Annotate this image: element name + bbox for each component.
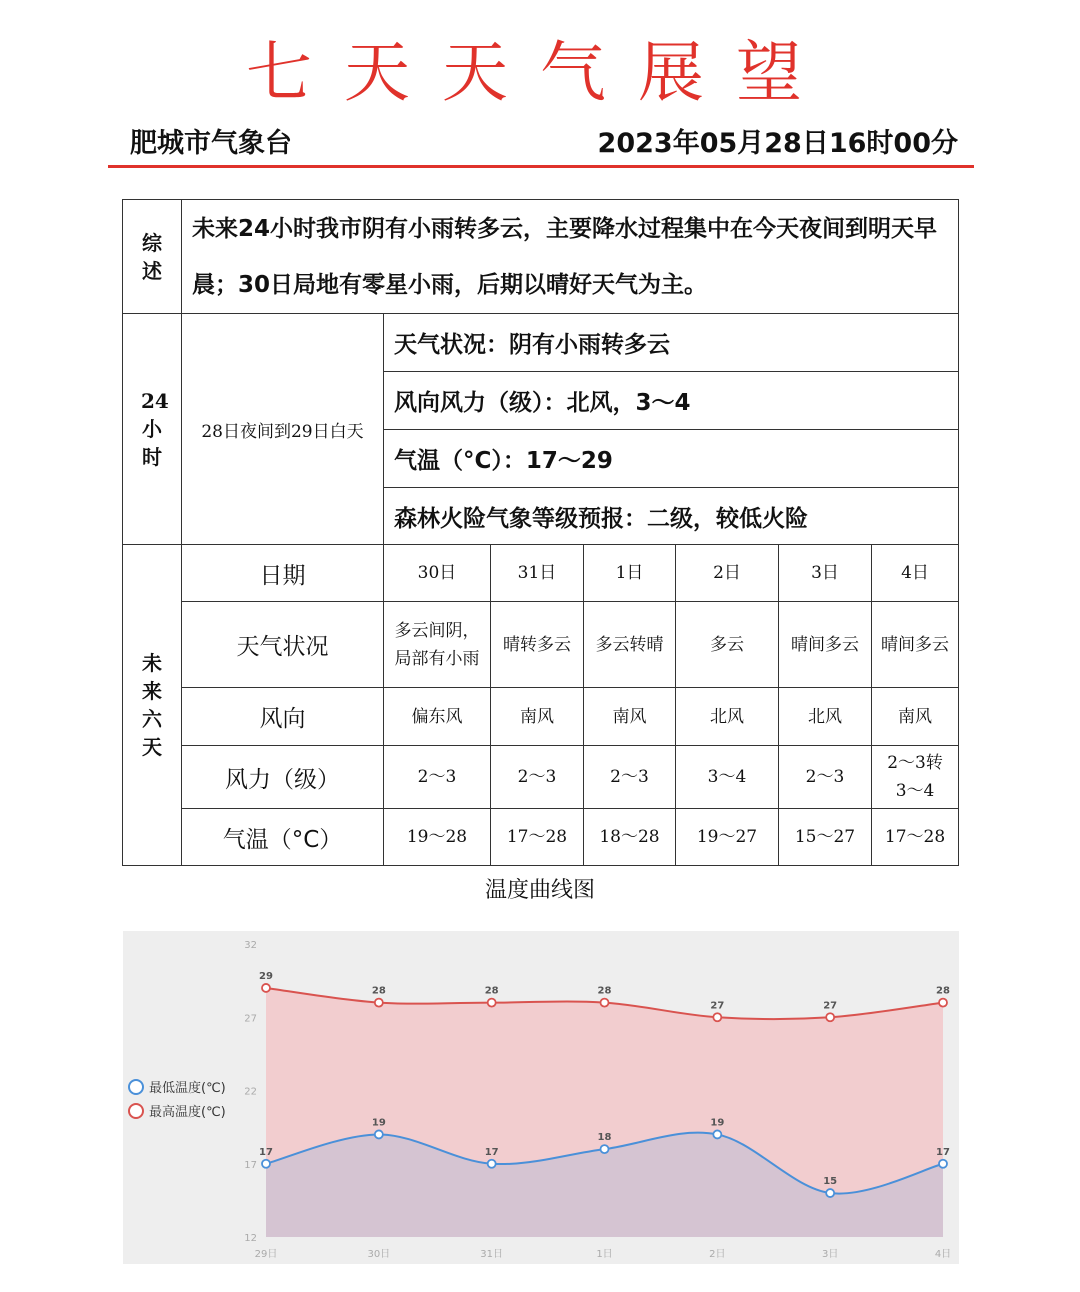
high-temp-data-label: 27: [710, 1000, 725, 1012]
high-temp-point: [601, 999, 609, 1007]
wind-force-cell: 2～3: [491, 746, 584, 809]
low-temp-data-label: 18: [597, 1132, 612, 1144]
six-day-label: 未来六天: [123, 545, 182, 866]
forecast-table: [122, 199, 959, 866]
low-temp-point: [601, 1145, 609, 1153]
temperature-cell: 15～27: [779, 809, 872, 866]
wind-force-cell: 3～4: [676, 746, 779, 809]
high-temp-data-label: 28: [371, 985, 386, 997]
temperature-chart: [123, 931, 959, 1264]
high-temp-data-label: 27: [823, 1000, 838, 1012]
high-temp-point: [488, 999, 496, 1007]
x-tick-label: 1日: [596, 1249, 613, 1260]
low-temp-data-label: 17: [936, 1146, 950, 1158]
x-tick-label: 4日: [934, 1249, 952, 1260]
wind-direction-cell: 北风: [779, 688, 872, 746]
title-divider: [108, 165, 974, 168]
row-label-wind-direction: 风向: [182, 688, 384, 746]
x-tick-label: 3日: [821, 1249, 839, 1260]
high-temp-point: [826, 1013, 834, 1021]
low-temp-data-label: 19: [371, 1117, 386, 1129]
date-cell: 1日: [584, 545, 676, 602]
low-temp-data-label: 17: [484, 1146, 499, 1158]
legend-marker: [129, 1080, 143, 1094]
wind-force-cell: 2～3转3～4: [872, 746, 959, 809]
weather-cell: 多云: [676, 602, 779, 688]
wind-direction-cell: 南风: [872, 688, 959, 746]
page-title: 七天天气展望: [246, 34, 834, 111]
wind-force-cell: 2～3: [584, 746, 676, 809]
high-temp-point: [375, 999, 383, 1007]
date-cell: 30日: [384, 545, 491, 602]
x-tick-label: 30日: [367, 1249, 391, 1260]
weather-cell: 晴间多云: [872, 602, 959, 688]
next24-wind: 风向风力（级）：北风，3～4: [384, 372, 959, 430]
high-temp-data-label: 28: [484, 985, 499, 997]
next24-temperature: 气温（°C）：17～29: [384, 430, 959, 488]
high-temp-data-label: 29: [259, 970, 273, 982]
wind-force-cell: 2～3: [384, 746, 491, 809]
x-tick-label: 2日: [709, 1249, 726, 1260]
low-temp-point: [713, 1130, 721, 1138]
row-label-date: 日期: [182, 545, 384, 602]
chart-title: 温度曲线图: [484, 878, 595, 903]
x-tick-label: 29日: [254, 1249, 278, 1260]
low-temp-data-label: 17: [259, 1146, 273, 1158]
legend-label: 最低温度(℃): [149, 1081, 226, 1096]
next24-fire-risk: 森林火险气象等级预报：二级，较低火险: [384, 488, 959, 545]
y-tick-label: 17: [244, 1159, 257, 1171]
row-label-weather: 天气状况: [182, 602, 384, 688]
issuing-organization: 肥城市气象台: [130, 128, 292, 159]
row-label-wind-force: 风力（级）: [182, 746, 384, 809]
date-cell: 4日: [872, 545, 959, 602]
wind-direction-cell: 南风: [491, 688, 584, 746]
next24-weather: 天气状况：阴有小雨转多云: [384, 314, 959, 372]
low-temp-point: [939, 1160, 947, 1168]
legend-marker: [129, 1104, 143, 1118]
wind-direction-cell: 北风: [676, 688, 779, 746]
weather-cell: 多云转晴: [584, 602, 676, 688]
y-tick-label: 32: [244, 940, 257, 951]
temperature-cell: 19～28: [384, 809, 491, 866]
summary-label: 综述: [123, 200, 182, 314]
high-temp-data-label: 28: [597, 985, 612, 997]
high-temp-point: [939, 999, 947, 1007]
row-label-temperature: 气温（°C）: [182, 809, 384, 866]
temperature-chart-svg: [123, 931, 959, 1264]
temperature-cell: 17～28: [491, 809, 584, 866]
summary-text: 未来24小时我市阴有小雨转多云，主要降水过程集中在今天夜间到明天早晨；30日局地有零星小雨，后期以晴好天气为主。: [182, 200, 959, 314]
wind-force-cell: 2～3: [779, 746, 872, 809]
high-temp-point: [713, 1013, 721, 1021]
date-cell: 31日: [491, 545, 584, 602]
low-temp-point: [488, 1160, 496, 1168]
low-temp-data-label: 15: [823, 1176, 838, 1188]
high-temp-data-label: 28: [936, 985, 950, 997]
temperature-cell: 17～28: [872, 809, 959, 866]
legend-label: 最高温度(℃): [149, 1105, 226, 1120]
next24-period: 28日夜间到29日白天: [182, 314, 384, 545]
wind-direction-cell: 南风: [584, 688, 676, 746]
temperature-cell: 19～27: [676, 809, 779, 866]
y-tick-label: 12: [244, 1233, 257, 1244]
next24-label: 24小时: [123, 314, 182, 545]
y-tick-label: 22: [244, 1086, 257, 1098]
weather-cell: 晴间多云: [779, 602, 872, 688]
wind-direction-cell: 偏东风: [384, 688, 491, 746]
weather-cell: 多云间阴，局部有小雨: [384, 602, 491, 688]
date-cell: 3日: [779, 545, 872, 602]
low-temp-point: [375, 1130, 383, 1138]
x-tick-label: 31日: [480, 1249, 504, 1260]
high-temp-point: [262, 984, 270, 992]
date-cell: 2日: [676, 545, 779, 602]
y-tick-label: 27: [244, 1013, 257, 1025]
temperature-cell: 18～28: [584, 809, 676, 866]
low-temp-data-label: 19: [710, 1117, 725, 1129]
issue-timestamp: 2023年05月28日16时00分: [597, 128, 958, 159]
low-temp-point: [826, 1189, 834, 1197]
weather-cell: 晴转多云: [491, 602, 584, 688]
low-temp-point: [262, 1160, 270, 1168]
